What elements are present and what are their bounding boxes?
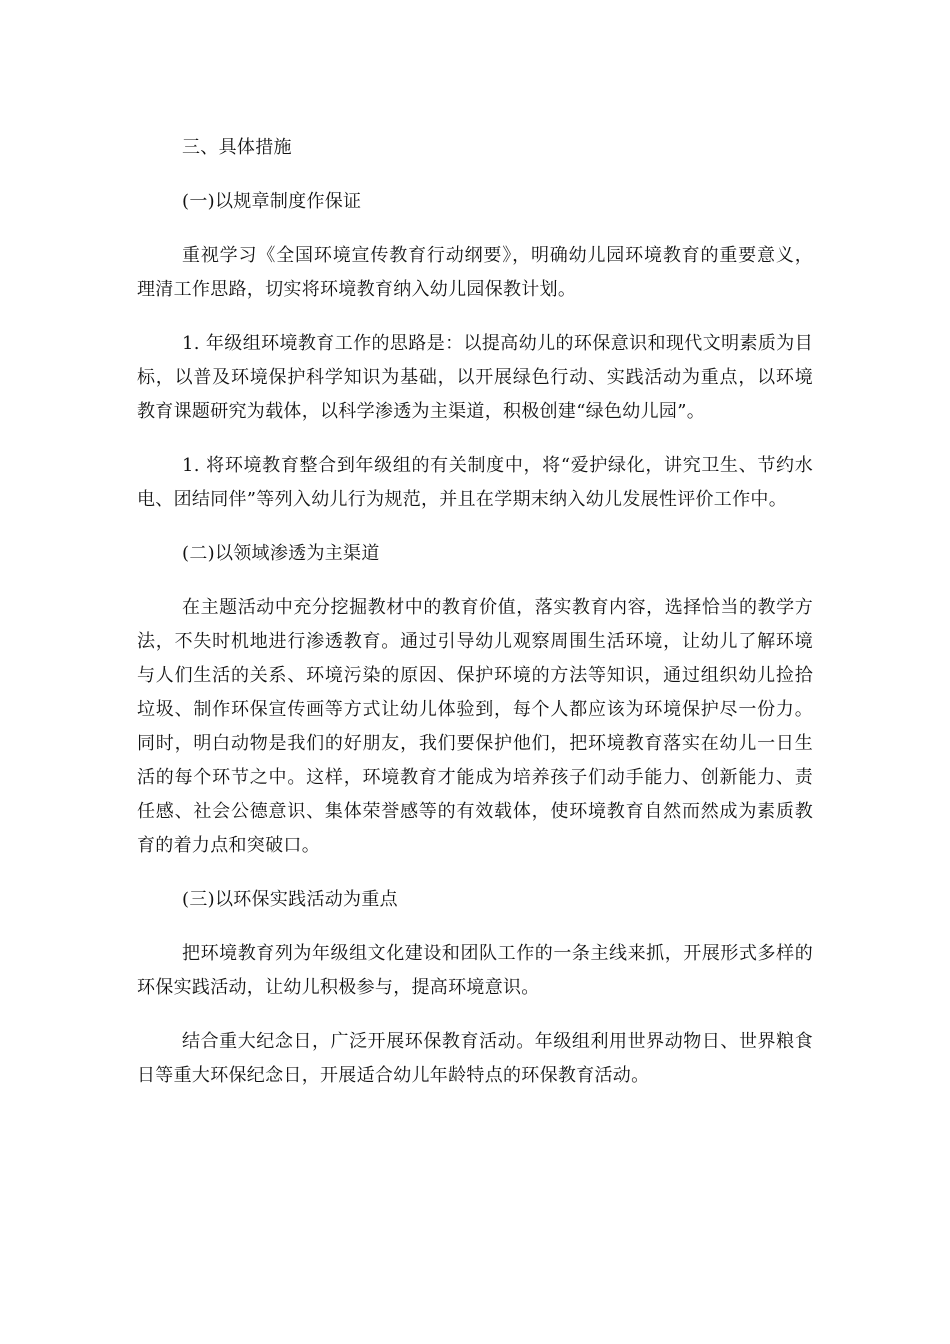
subsection-heading-3: (三)以环保实践活动为重点 <box>182 889 398 910</box>
subsection-heading-2: (二)以领域渗透为主渠道 <box>182 543 380 564</box>
section-heading: 三、具体措施 <box>182 137 292 158</box>
document-body <box>137 131 813 1113</box>
paragraph: 重视学习《全国环境宣传教育行动纲要》，明确幼儿园环境教育的重要意义，理清工作思路，切实将环境教育纳入幼儿园保教计划。 <box>137 245 813 300</box>
paragraph: 在主题活动中充分挖掘教材中的教育价值，落实教育内容，选择恰当的教学方法，不失时机地进行渗透教育。通过引导幼儿观察周围生活环境，让幼儿了解环境与人们生活的关系、环境污染的原因、保护环境的方法等知识，通过组织幼儿捡拾垃圾、制作环保宣传画等方式让幼儿体验到，每个人都应该为环境保护尽一份力。同时，明白动物是我们的好朋友，我们要保护他们，把环境教育落实在幼儿一日生活的每个环节之中。这样，环境教育才能成为培养孩子们动手能力、创新能力、责任感、社会公德意识、集体荣誉感等的有效载体，使环境教育自然而然成为素质教育的着力点和突破口。 <box>137 597 813 856</box>
subsection-heading-1: (一)以规章制度作保证 <box>182 191 362 212</box>
paragraph: 1. 年级组环境教育工作的思路是：以提高幼儿的环保意识和现代文明素质为目标，以普及环境保护科学知识为基础，以开展绿色行动、实践活动为重点，以环境教育课题研究为载体，以科学渗透为主渠道，积极创建“绿色幼儿园”。 <box>137 333 813 422</box>
paragraph: 结合重大纪念日，广泛开展环保教育活动。年级组利用世界动物日、世界粮食日等重大环保纪念日，开展适合幼儿年龄特点的环保教育活动。 <box>137 1031 813 1086</box>
paragraph: 1. 将环境教育整合到年级组的有关制度中，将“爱护绿化，讲究卫生、节约水电、团结同伴”等列入幼儿行为规范，并且在学期末纳入幼儿发展性评价工作中。 <box>137 455 813 510</box>
paragraph: 把环境教育列为年级组文化建设和团队工作的一条主线来抓，开展形式多样的环保实践活动，让幼儿积极参与，提高环境意识。 <box>137 943 813 998</box>
